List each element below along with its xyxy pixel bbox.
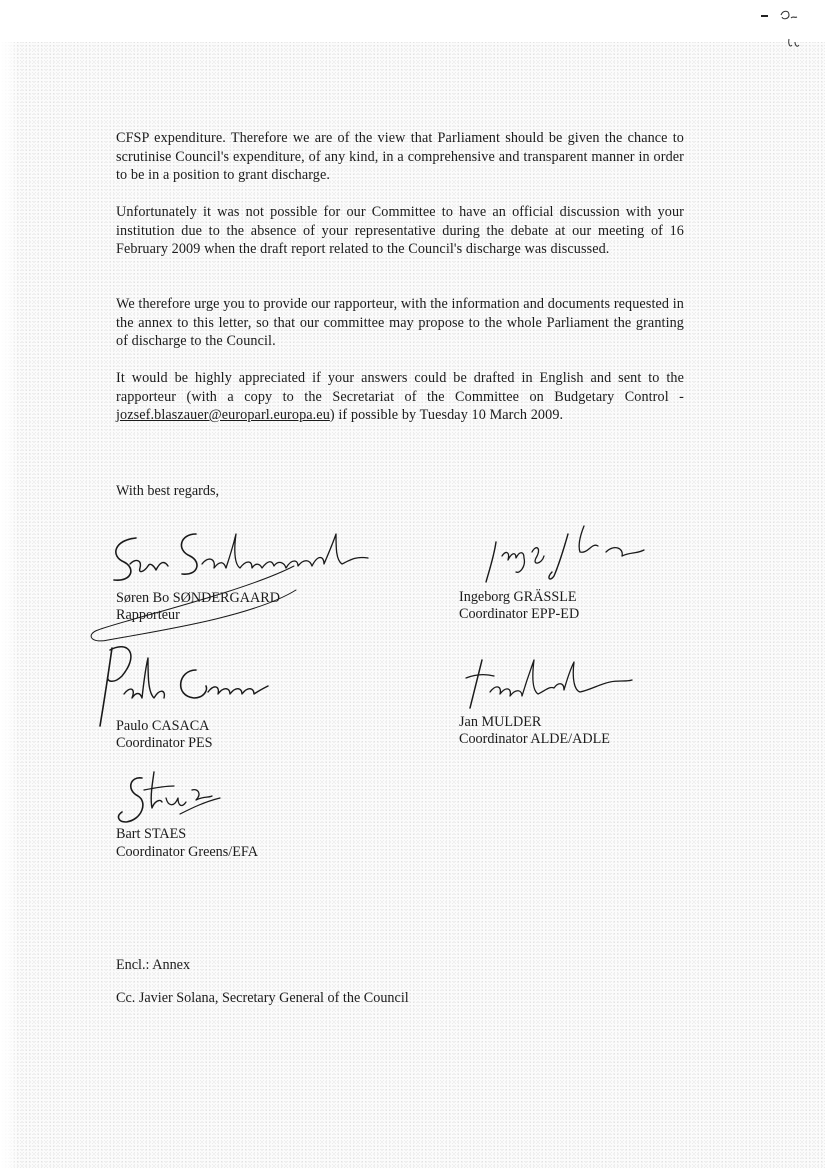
signatory-role-casaca: Coordinator PES — [116, 735, 213, 751]
body-paragraph-4 — [116, 369, 684, 425]
signatory-name-mulder: Jan MULDER — [459, 714, 542, 730]
signatory-name-staes: Bart STAES — [116, 826, 187, 842]
closing-salutation: With best regards, — [116, 483, 220, 499]
signature-grassle — [472, 512, 652, 592]
signatory-name-grassle: Ingeborg GRÄSSLE — [459, 589, 577, 605]
enclosure-line: Encl.: Annex — [116, 957, 191, 973]
email-link[interactable]: jozsef.blaszauer@europarl.europa.eu — [116, 407, 330, 423]
signature-staes — [108, 768, 228, 832]
signature-mulder — [460, 652, 640, 718]
body-paragraph-1: CFSP expenditure. Therefore we are of the view that Parliament should be given the chance to scrutinise Council's expenditure, of any kind, in a comprehensive and transparent manner in order to be in a position to grant discharge. — [116, 130, 684, 183]
scan-top-margin — [0, 0, 825, 42]
body-paragraph-3: We therefore urge you to provide our rapporteur, with the information and documents requested in the annex to this letter, so that our committee may propose to the whole Parliament the granting of discharge to the Council. — [116, 296, 684, 349]
paragraph-4-text-after: ) if possible by Tuesday 10 March 2009. — [329, 407, 564, 423]
scan-left-edge — [0, 0, 18, 1168]
handwritten-corner-mark — [759, 4, 809, 54]
signatory-name-sondergaard: Søren Bo SØNDERGAARD — [116, 590, 280, 606]
signatory-role-sondergaard: Rapporteur — [116, 607, 180, 623]
signatory-role-grassle: Coordinator EPP-ED — [459, 606, 580, 622]
signatory-role-mulder: Coordinator ALDE/ADLE — [459, 731, 610, 747]
signatory-name-casaca: Paulo CASACA — [116, 718, 210, 734]
paragraph-4-text-before: It would be highly appreciated if your answers could be drafted in English and sent to the rapporteur (with a copy to the Secretariat of the Committee on Budgetary Control - — [116, 370, 684, 405]
body-paragraph-2: Unfortunately it was not possible for our Committee to have an official discussion with your institution due to the absence of your representative during the debate at our meeting of 16 February 2009 when the draft report related to the Council's discharge was discussed. — [116, 204, 684, 257]
signatory-role-staes: Coordinator Greens/EFA — [116, 844, 258, 860]
cc-line: Cc. Javier Solana, Secretary General of the Council — [116, 990, 409, 1006]
